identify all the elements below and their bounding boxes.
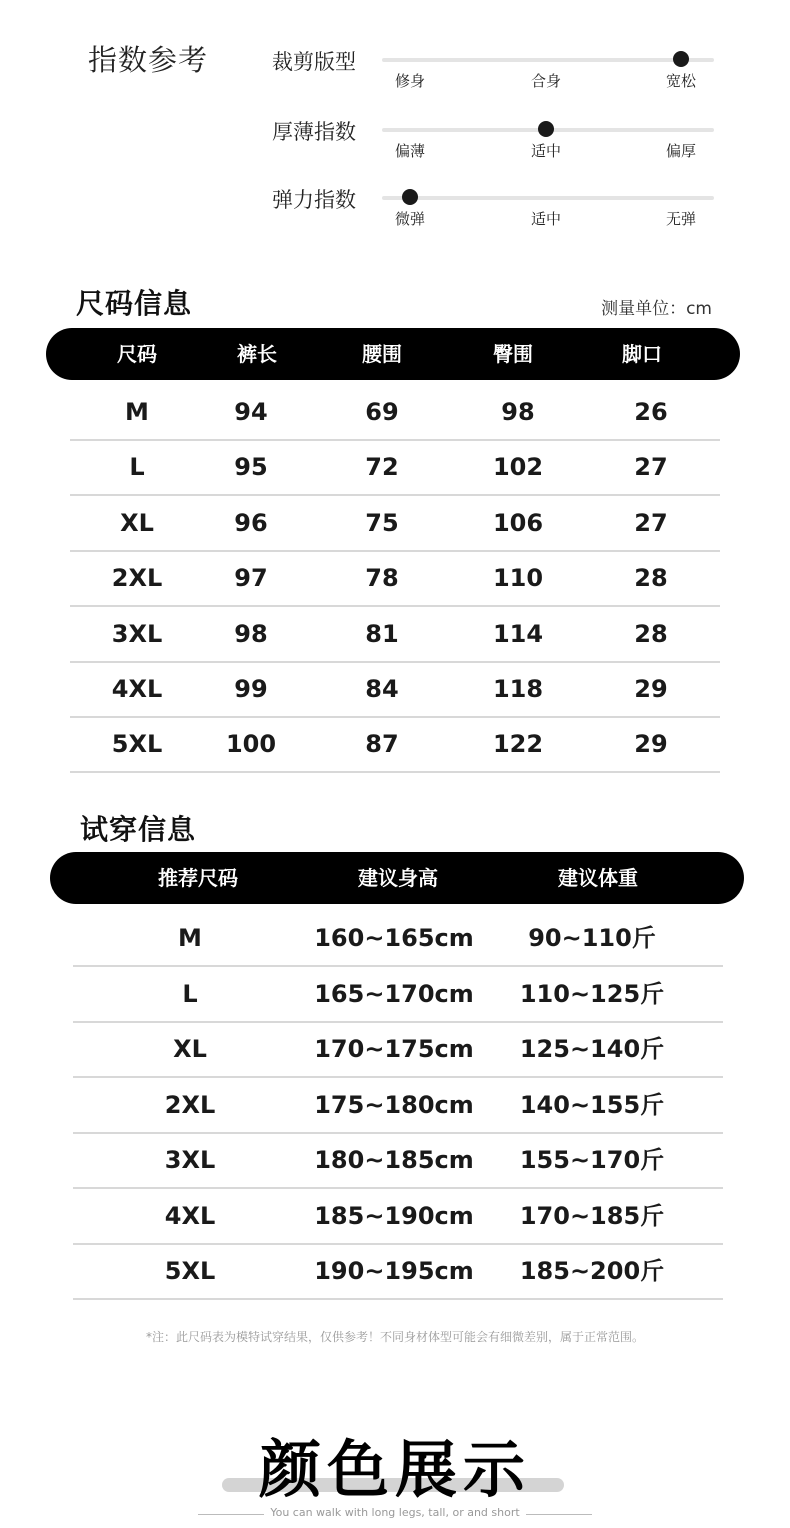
table-row [73, 911, 723, 967]
table-row [73, 1078, 723, 1134]
table-row [73, 1022, 723, 1078]
scale-indicator-dot [673, 51, 689, 67]
scale-option: 微弹 [394, 210, 426, 228]
table-cell: 94 [234, 398, 268, 426]
size-header-cell: 臀围 [493, 342, 533, 366]
table-cell: 28 [634, 619, 668, 648]
scale-track [382, 196, 714, 200]
table-row [70, 607, 720, 663]
table-cell: 81 [365, 619, 399, 648]
size-info-title: 尺码信息 [76, 287, 193, 320]
scale-option: 适中 [530, 210, 562, 228]
table-cell: 27 [634, 508, 668, 537]
table-row [73, 1244, 723, 1300]
scale-label: 弹力指数 [272, 188, 356, 212]
table-cell: 5XL [164, 1257, 216, 1285]
table-row [70, 440, 720, 496]
tagline: You can walk with long legs, tall, or and short [270, 1506, 520, 1519]
table-cell: 4XL [164, 1201, 216, 1230]
table-cell: 114 [492, 619, 544, 648]
table-cell: 190~195cm [314, 1257, 474, 1285]
table-row [70, 717, 720, 773]
table-cell: 29 [634, 730, 668, 759]
table-cell: M [125, 398, 149, 426]
fit-header-cell: 建议身高 [358, 866, 438, 890]
fit-header-cell: 建议体重 [558, 866, 638, 890]
table-row [70, 385, 720, 441]
size-header-cell: 脚口 [622, 342, 662, 366]
fit-table-header [50, 852, 744, 904]
scale-option: 合身 [530, 72, 562, 90]
table-cell: 5XL [111, 730, 163, 759]
table-cell: 110~125斤 [519, 979, 665, 1008]
measure-unit-note: 测量单位：cm [601, 299, 712, 319]
table-cell: M [178, 924, 202, 952]
table-cell: L [182, 979, 198, 1008]
table-cell: 96 [234, 508, 268, 537]
table-cell: 3XL [164, 1146, 216, 1174]
table-cell: 98 [501, 398, 535, 426]
table-cell: 122 [492, 730, 544, 759]
table-cell: 106 [492, 508, 544, 537]
table-cell: XL [173, 1035, 207, 1063]
scale-indicator-dot [538, 121, 554, 137]
table-cell: 84 [365, 675, 399, 703]
scale-row [272, 110, 722, 170]
scale-option: 修身 [394, 72, 426, 90]
table-cell: 98 [234, 619, 268, 648]
table-row [73, 967, 723, 1023]
size-table-header [46, 328, 740, 380]
table-cell: 2XL [164, 1090, 216, 1119]
table-cell: 170~185斤 [519, 1201, 665, 1230]
table-cell: 4XL [111, 675, 163, 703]
table-row [70, 551, 720, 607]
table-cell: 28 [634, 564, 668, 593]
table-cell: 27 [634, 453, 668, 482]
scale-option: 适中 [530, 142, 562, 160]
size-header-cell: 腰围 [362, 342, 402, 366]
table-cell: 26 [634, 398, 668, 426]
scale-option: 偏厚 [665, 142, 697, 160]
index-title: 指数参考 [88, 43, 209, 77]
table-cell: 69 [365, 398, 399, 426]
table-cell: 72 [365, 453, 399, 482]
color-display-title: 颜色展示 [258, 1433, 531, 1506]
scale-row [272, 178, 722, 238]
table-cell: 100 [225, 730, 277, 759]
table-cell: 118 [492, 675, 544, 703]
table-cell: 95 [234, 453, 268, 482]
table-cell: 97 [234, 564, 268, 593]
table-cell: 3XL [111, 619, 163, 648]
table-cell: 165~170cm [314, 979, 474, 1008]
table-cell: 87 [365, 730, 399, 759]
table-cell: 78 [365, 564, 399, 593]
fit-info-title: 试穿信息 [80, 813, 197, 846]
table-cell: 99 [234, 675, 268, 703]
table-cell: 180~185cm [314, 1146, 474, 1174]
table-cell: XL [120, 508, 154, 537]
table-cell: 185~200斤 [519, 1257, 665, 1285]
table-cell: 160~165cm [314, 924, 474, 952]
scale-track [382, 58, 714, 62]
fit-header-cell: 推荐尺码 [158, 866, 238, 890]
footnote: *注：此尺码表为模特试穿结果，仅供参考！不同身材体型可能会有细微差别，属于正常范围。 [145, 1330, 644, 1344]
size-header-cell: 尺码 [117, 342, 157, 366]
table-cell: 170~175cm [314, 1035, 474, 1063]
scale-indicator-dot [402, 189, 418, 205]
size-header-cell: 裤长 [237, 342, 277, 366]
table-row [73, 1133, 723, 1189]
table-row [70, 662, 720, 718]
table-cell: 90~110斤 [528, 924, 656, 952]
table-cell: 110 [492, 564, 544, 593]
table-cell: 140~155斤 [519, 1090, 665, 1119]
table-cell: 175~180cm [314, 1090, 474, 1119]
scale-option: 偏薄 [394, 142, 426, 160]
scale-option: 宽松 [665, 72, 697, 90]
table-cell: 102 [492, 453, 544, 482]
scale-label: 厚薄指数 [272, 120, 356, 144]
scale-row [272, 40, 722, 100]
table-cell: 2XL [111, 564, 163, 593]
table-cell: 29 [634, 675, 668, 703]
table-cell: L [129, 453, 145, 482]
table-row [73, 1189, 723, 1245]
table-cell: 75 [365, 508, 399, 537]
table-cell: 125~140斤 [519, 1035, 665, 1063]
table-cell: 185~190cm [314, 1201, 474, 1230]
scale-label: 裁剪版型 [272, 50, 356, 74]
table-row [70, 496, 720, 552]
scale-option: 无弹 [665, 210, 697, 228]
table-cell: 155~170斤 [519, 1146, 665, 1174]
